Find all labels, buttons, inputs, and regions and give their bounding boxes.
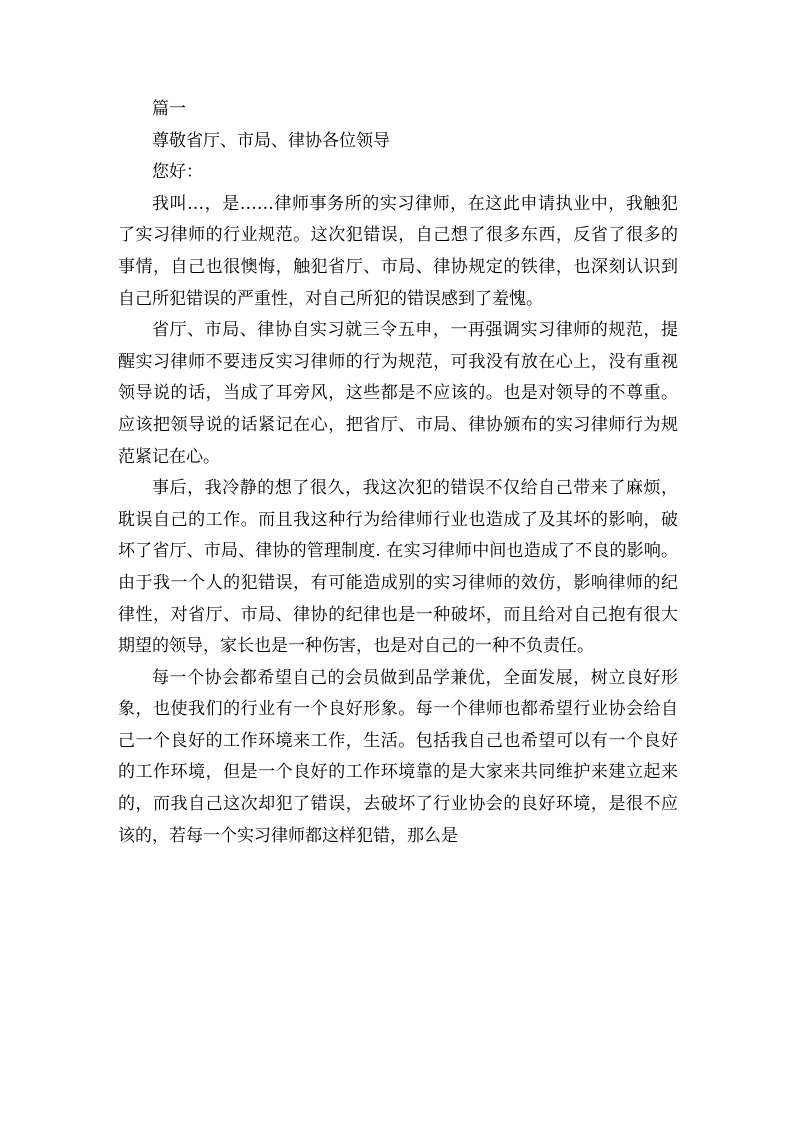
paragraph-3: 事后，我冷静的想了很久，我这次犯的错误不仅给自己带来了麻烦，耽误自己的工作。而且我这种行为给律师行业也造成了及其坏的影响，破坏了省厅、市局、律协的管理制度. 在实习律师中间也造成了不良的影响。由于我一个人的犯错误，有可能造成别的实习律师的效仿，影响律师的纪律性，对省厅、市局、律协的纪律也是一种破坏，而且给对自己抱有很大期望的领导，家长也是一种伤害，也是对自己的一种不负责任。	[118, 478, 678, 657]
salutation: 尊敬省厅、市局、律协各位领导	[152, 130, 390, 151]
paragraph-1: 我叫…，是……律师事务所的实习律师，在这此申请执业中，我触犯了实习律师的行业规范。这次犯错误，自己想了很多东西，反省了很多的事情，自己也很懊悔，触犯省厅、市局、律协规定的铁律，也深刻认识到自己所犯错误的严重性，对自己所犯的错误感到了羞愧。	[118, 193, 678, 309]
paragraph-2: 省厅、市局、律协自实习就三令五申，一再强调实习律师的规范，提醒实习律师不要违反实习律师的行为规范，可我没有放在心上，没有重视领导说的话，当成了耳旁风，这些都是不应该的。也是对领导的不尊重。应该把领导说的话紧记在心，把省厅、市局、律协颁布的实习律师行为规范紧记在心。	[118, 320, 678, 467]
paragraph-4: 每一个协会都希望自己的会员做到品学兼优，全面发展，树立良好形象，也使我们的行业有一个良好形象。每一个律师也都希望行业协会给自己一个良好的工作环境来工作，生活。包括我自己也希望可以有一个良好的工作环境，但是一个良好的工作环境靠的是大家来共同维护来建立起来的，而我自己这次却犯了错误，去破坏了行业协会的良好环境，是很不应该的，若每一个实习律师都这样犯错，那么是	[118, 667, 678, 846]
letter-body	[118, 94, 678, 852]
greeting: 您好：	[152, 162, 203, 183]
section-label: 篇一	[152, 99, 186, 119]
